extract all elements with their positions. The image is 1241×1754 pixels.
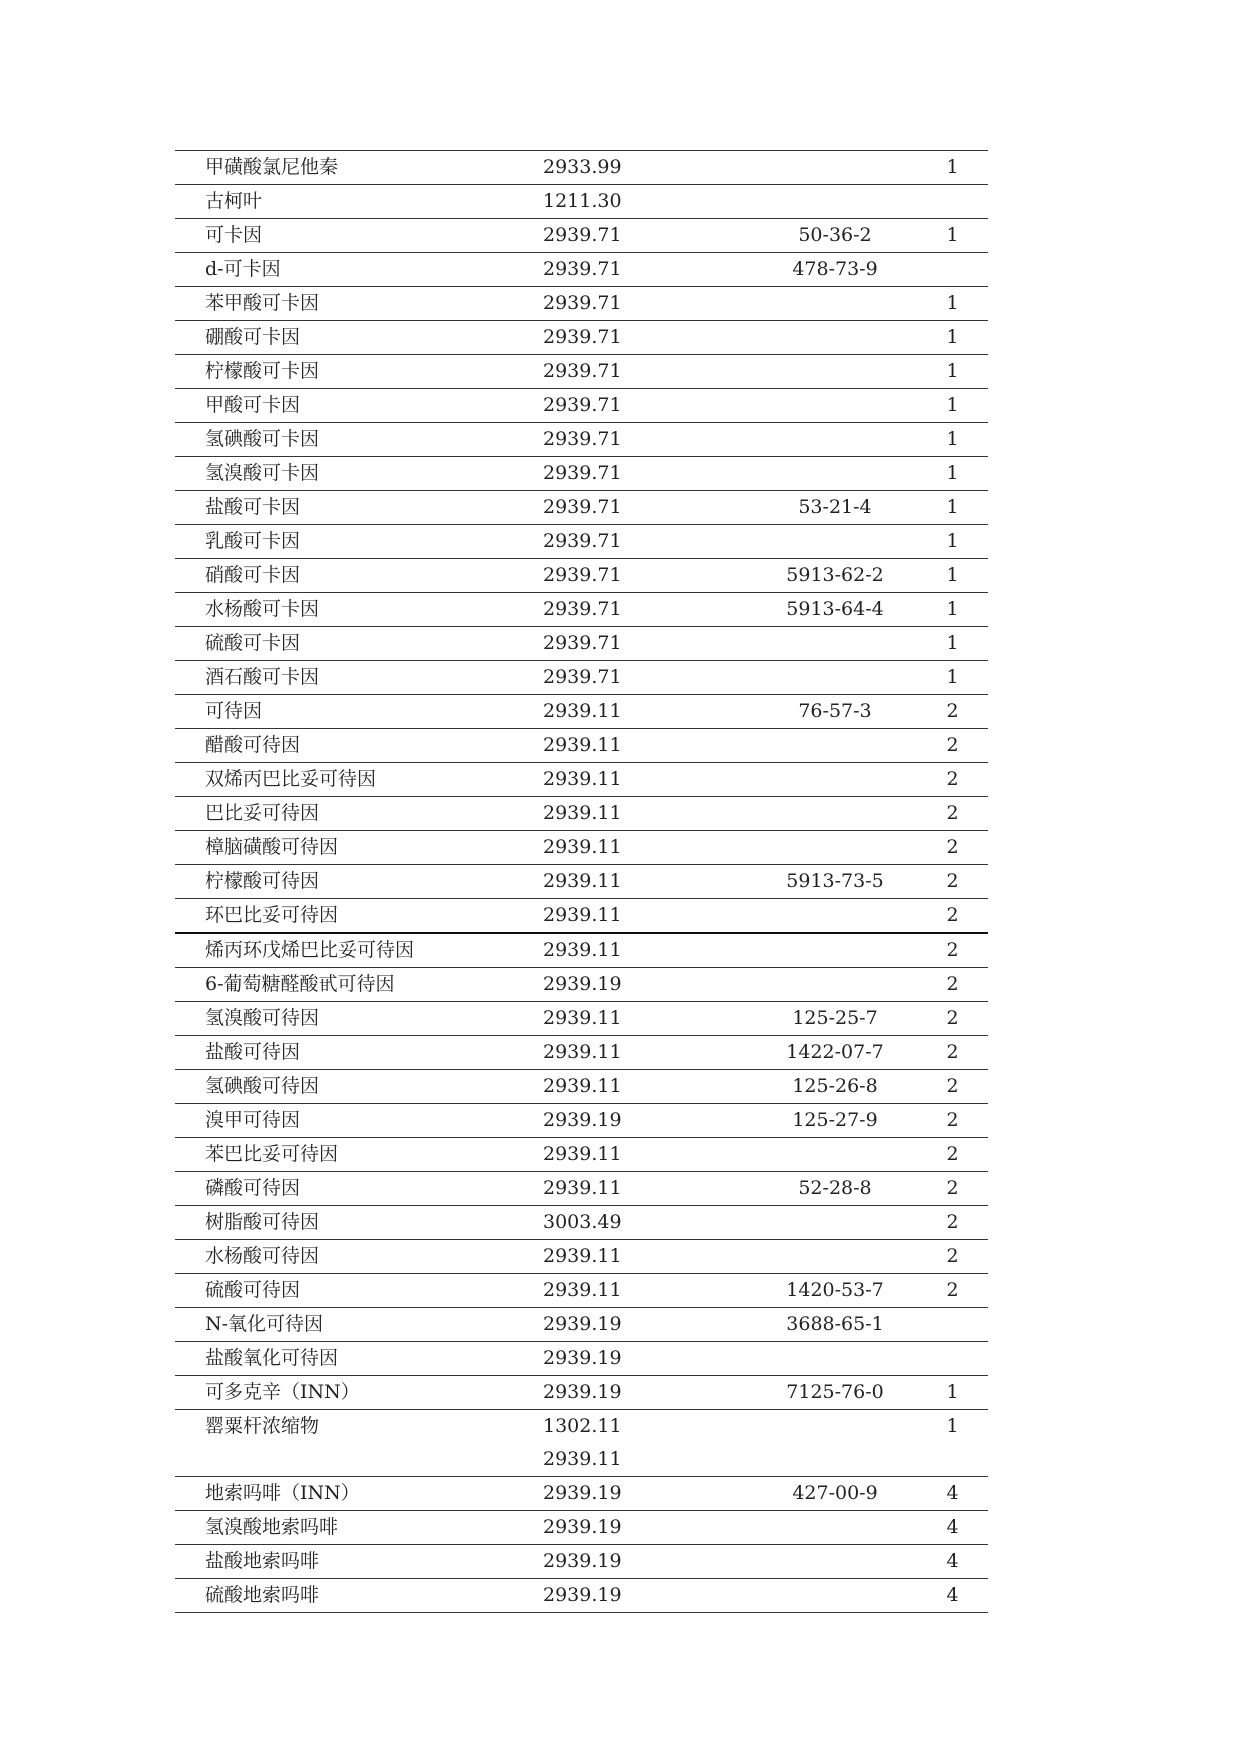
cas-number [765,287,905,320]
schedule-number [935,253,970,286]
table-row [175,457,988,491]
substance-name: 地索吗啡（INN） [205,1482,360,1504]
substance-name: 可卡因 [205,224,263,246]
hs-code: 1211.30 [543,190,622,212]
schedule-number: 1 [946,598,959,620]
substance-name: 硫酸可卡因 [205,632,301,654]
hs-code: 2939.11 [543,1279,622,1301]
cas-number: 1422-07-7 [786,1041,884,1063]
schedule-number: 2 [946,768,959,790]
substance-table [175,150,988,1613]
hs-code: 2939.11 [543,768,622,790]
table-row [175,729,988,763]
schedule-number: 2 [946,973,959,995]
table-row [175,1138,988,1172]
substance-name: 古柯叶 [205,190,263,212]
schedule-number: 1 [946,666,959,688]
cas-number [765,457,905,490]
table-row [175,934,988,968]
schedule-number: 2 [946,836,959,858]
substance-name: 双烯丙巴比妥可待因 [205,768,377,790]
schedule-number: 2 [946,802,959,824]
schedule-number: 1 [946,632,959,654]
table-row [175,1410,988,1477]
table-row [175,491,988,525]
substance-name: 柠檬酸可卡因 [205,360,320,382]
schedule-number: 2 [946,1279,959,1301]
substance-name: 硝酸可卡因 [205,564,301,586]
table-row [175,695,988,729]
table-row [175,355,988,389]
hs-code: 2939.71 [543,428,622,450]
schedule-number: 1 [946,224,959,246]
substance-name: 水杨酸可卡因 [205,598,320,620]
schedule-number: 1 [946,530,959,552]
cas-number: 125-27-9 [792,1109,878,1131]
hs-code: 2933.99 [543,156,622,178]
substance-name: 氢溴酸可卡因 [205,462,320,484]
cas-number [765,151,905,184]
cas-number: 1420-53-7 [786,1279,884,1301]
hs-code: 2939.11 [543,802,622,824]
substance-name: d-可卡因 [205,258,281,280]
table-row [175,1036,988,1070]
schedule-number: 2 [946,904,959,926]
hs-code: 2939.71 [543,564,622,586]
cas-number: 53-21-4 [798,496,872,518]
hs-code: 2939.71 [543,394,622,416]
cas-number: 5913-73-5 [786,870,884,892]
cas-number [765,1206,905,1239]
substance-name: N-氧化可待因 [205,1313,324,1335]
schedule-number: 2 [946,1245,959,1267]
cas-number [765,1240,905,1273]
table-row [175,831,988,865]
substance-name: 氢碘酸可卡因 [205,428,320,450]
cas-number: 50-36-2 [798,224,872,246]
cas-number: 3688-65-1 [786,1313,884,1335]
hs-code: 2939.19 [543,1109,622,1131]
substance-name: 盐酸氧化可待因 [205,1347,339,1369]
schedule-number: 2 [946,1109,959,1131]
schedule-number: 2 [946,700,959,722]
table-row [175,389,988,423]
hs-code: 2939.71 [543,224,622,246]
cas-number [765,355,905,388]
hs-code: 2939.11 [543,1041,622,1063]
schedule-number: 1 [946,156,959,178]
table-row [175,1070,988,1104]
substance-name: 6-葡萄糖醛酸甙可待因 [205,973,395,995]
cas-number [765,389,905,422]
cas-number [765,1545,905,1578]
hs-code: 2939.11 [543,904,622,926]
cas-number: 125-26-8 [792,1075,878,1097]
hs-code: 2939.11 [543,734,622,756]
table-row [175,1477,988,1511]
table-row [175,899,988,934]
hs-code: 2939.71 [543,292,622,314]
schedule-number: 1 [946,292,959,314]
schedule-number: 2 [946,1041,959,1063]
hs-code: 2939.19 [543,1347,622,1369]
schedule-number: 1 [946,428,959,450]
hs-code: 2939.11 [543,1245,622,1267]
table-row [175,151,988,185]
cas-number [765,627,905,660]
cas-number [765,423,905,456]
schedule-number: 2 [946,1007,959,1029]
schedule-number [935,1342,970,1375]
cas-number [765,185,905,218]
substance-name: 醋酸可待因 [205,734,301,756]
schedule-number: 1 [946,1415,959,1437]
table-row [175,593,988,627]
hs-code: 2939.19 [543,1381,622,1403]
hs-code: 2939.19 [543,1550,622,1572]
cas-number [765,1511,905,1544]
hs-code: 2939.71 [543,258,622,280]
cas-number [765,831,905,864]
substance-name: 酒石酸可卡因 [205,666,320,688]
schedule-number: 2 [946,734,959,756]
schedule-number: 2 [946,1211,959,1233]
schedule-number: 1 [946,326,959,348]
table-row [175,1172,988,1206]
substance-name: 罂粟杆浓缩物 [205,1415,320,1437]
hs-code: 2939.19 [543,1482,622,1504]
substance-name: 氢溴酸地索吗啡 [205,1516,339,1538]
hs-code: 2939.11 [543,700,622,722]
schedule-number [935,1308,970,1341]
cas-number: 7125-76-0 [786,1381,884,1403]
cas-number [765,1410,905,1443]
table-row [175,219,988,253]
cas-number: 5913-64-4 [786,598,884,620]
schedule-number: 2 [946,870,959,892]
hs-code: 2939.19 [543,1516,622,1538]
substance-name: 盐酸可卡因 [205,496,301,518]
cas-number: 125-25-7 [792,1007,878,1029]
hs-code: 2939.71 [543,462,622,484]
substance-name: 树脂酸可待因 [205,1211,320,1233]
hs-code: 2939.71 [543,598,622,620]
cas-number [765,934,905,967]
hs-code: 2939.11 [543,1007,622,1029]
hs-code: 2939.11 [543,1448,622,1470]
hs-code: 2939.71 [543,326,622,348]
schedule-number: 1 [946,496,959,518]
cas-number: 5913-62-2 [786,564,884,586]
hs-code: 2939.11 [543,1177,622,1199]
table-row [175,321,988,355]
hs-code: 2939.11 [543,1075,622,1097]
hs-code: 2939.19 [543,1313,622,1335]
table-row [175,797,988,831]
table-row [175,1342,988,1376]
substance-name: 磷酸可待因 [205,1177,301,1199]
hs-code: 2939.71 [543,632,622,654]
substance-name: 可待因 [205,700,263,722]
schedule-number: 1 [946,360,959,382]
schedule-number [935,185,970,218]
table-row [175,1002,988,1036]
table-row [175,287,988,321]
schedule-number: 2 [946,1075,959,1097]
schedule-number: 4 [946,1550,959,1572]
cas-number [765,797,905,830]
substance-name: 甲磺酸氯尼他秦 [205,156,339,178]
substance-name: 巴比妥可待因 [205,802,320,824]
cas-number [765,321,905,354]
substance-name: 环巴比妥可待因 [205,904,339,926]
hs-code: 2939.11 [543,939,622,961]
table-row [175,865,988,899]
table-row [175,1376,988,1410]
table-row [175,253,988,287]
schedule-number: 1 [946,1381,959,1403]
substance-name: 硫酸地索吗啡 [205,1584,320,1606]
table-row [175,968,988,1002]
substance-name: 樟脑磺酸可待因 [205,836,339,858]
cas-number [765,729,905,762]
table-row [175,1579,988,1613]
schedule-number: 2 [946,939,959,961]
cas-number [765,968,905,1001]
schedule-number: 1 [946,462,959,484]
substance-name: 甲酸可卡因 [205,394,301,416]
hs-code: 2939.19 [543,1584,622,1606]
substance-name: 溴甲可待因 [205,1109,301,1131]
hs-code: 2939.71 [543,530,622,552]
substance-name: 可多克辛（INN） [205,1381,360,1403]
substance-name: 烯丙环戊烯巴比妥可待因 [205,939,415,961]
table-row [175,1308,988,1342]
cas-number [765,1138,905,1171]
substance-name: 盐酸地索吗啡 [205,1550,320,1572]
table-row [175,1240,988,1274]
schedule-number: 4 [946,1516,959,1538]
substance-name: 柠檬酸可待因 [205,870,320,892]
table-row [175,627,988,661]
cas-number [765,1579,905,1612]
table-row [175,1274,988,1308]
cas-number: 478-73-9 [792,258,878,280]
hs-code: 2939.19 [543,973,622,995]
substance-name: 苯巴比妥可待因 [205,1143,339,1165]
table-row [175,559,988,593]
table-row [175,1206,988,1240]
hs-code: 2939.71 [543,496,622,518]
table-row [175,661,988,695]
substance-name: 盐酸可待因 [205,1041,301,1063]
substance-name: 苯甲酸可卡因 [205,292,320,314]
schedule-number: 1 [946,394,959,416]
table-row [175,423,988,457]
hs-code: 2939.71 [543,360,622,382]
substance-name: 氢碘酸可待因 [205,1075,320,1097]
hs-code: 2939.11 [543,870,622,892]
table-row [175,1511,988,1545]
substance-name: 水杨酸可待因 [205,1245,320,1267]
cas-number [765,763,905,796]
table-row [175,1104,988,1138]
schedule-number: 2 [946,1143,959,1165]
table-row [175,525,988,559]
hs-code: 1302.11 [543,1415,622,1437]
hs-code: 2939.71 [543,666,622,688]
cas-number: 76-57-3 [798,700,872,722]
substance-name: 乳酸可卡因 [205,530,301,552]
hs-code: 3003.49 [543,1211,622,1233]
schedule-number: 4 [946,1584,959,1606]
cas-number [765,1342,905,1375]
cas-number: 427-00-9 [792,1482,878,1504]
hs-code: 2939.11 [543,1143,622,1165]
substance-name: 氢溴酸可待因 [205,1007,320,1029]
substance-name: 硫酸可待因 [205,1279,301,1301]
cas-number [765,661,905,694]
cas-number [765,525,905,558]
substance-name: 硼酸可卡因 [205,326,301,348]
table-row [175,1545,988,1579]
cas-number [765,899,905,932]
hs-code: 2939.11 [543,836,622,858]
table-row [175,185,988,219]
schedule-number: 1 [946,564,959,586]
cas-number: 52-28-8 [798,1177,872,1199]
schedule-number: 4 [946,1482,959,1504]
table-row [175,763,988,797]
schedule-number: 2 [946,1177,959,1199]
